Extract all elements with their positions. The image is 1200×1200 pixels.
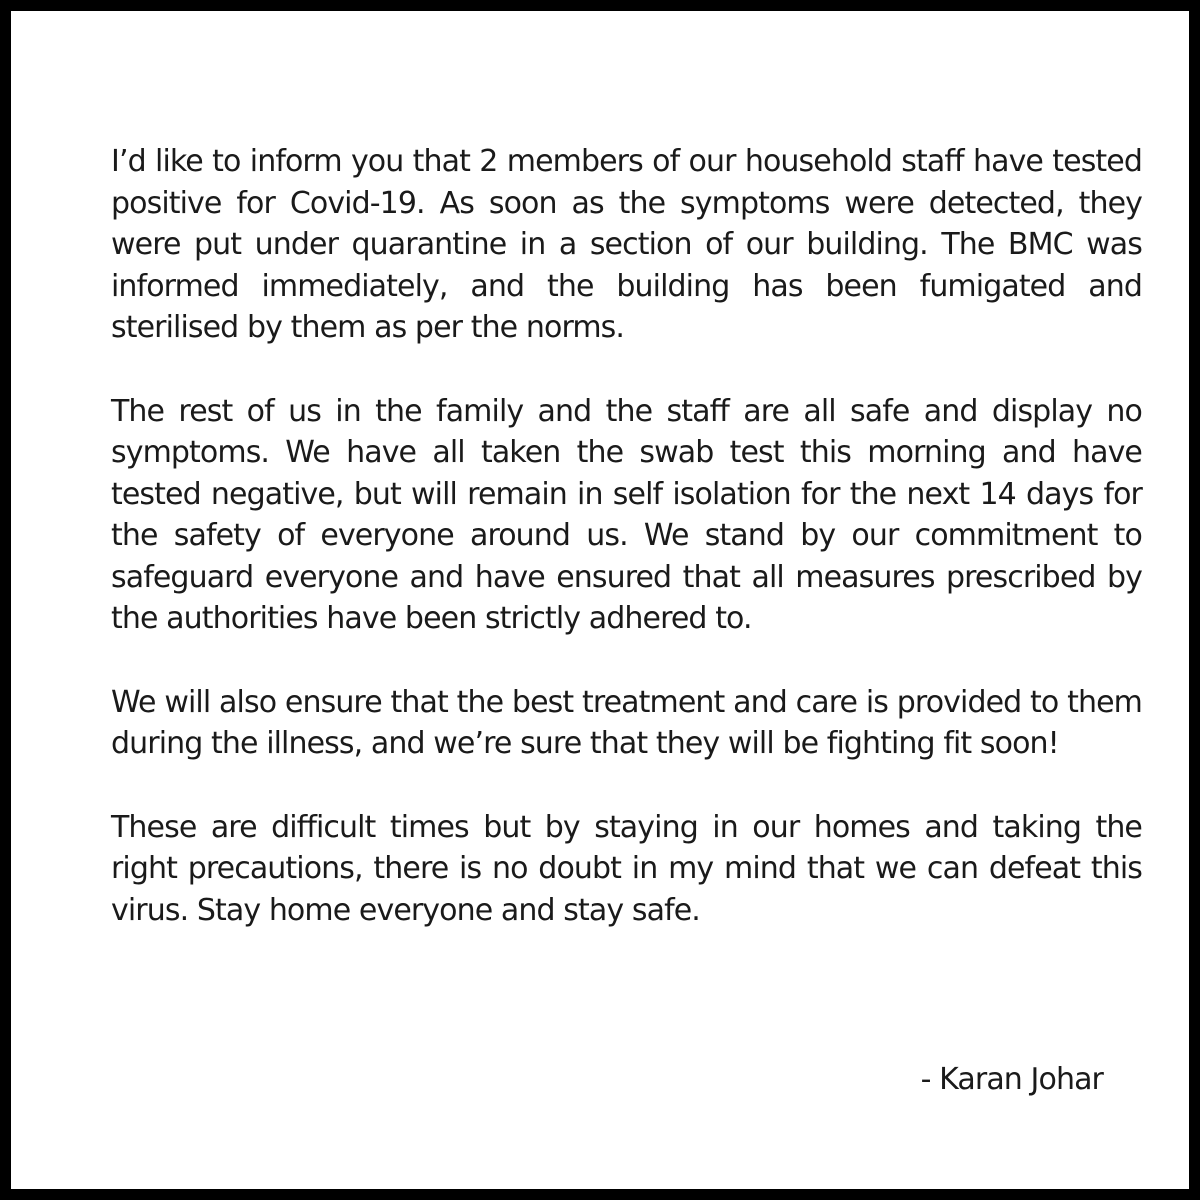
- statement-body: [111, 141, 1142, 973]
- signature: - Karan Johar: [920, 1062, 1103, 1097]
- paragraph-stay-home: These are difficult times but by staying in our homes and taking the right precautions, there is no doubt in my mind that we can defeat this virus. Stay home everyone and stay safe.: [111, 809, 1142, 928]
- paragraph-treatment-care: We will also ensure that the best treatment and care is provided to them during the illness, and we’re sure that they will be fighting fit soon!: [111, 684, 1142, 761]
- paragraph-family-safe: The rest of us in the family and the staff are all safe and display no symptoms. We have all taken the swab test this morning and have tested negative, but will remain in self isolation for the next 14 days for the safety of everyone around us. We stand by our commitment to safeguard everyone and have ensured that all measures prescribed by the authorities have been strictly adhered to.: [111, 393, 1142, 636]
- paragraph-covid-positive: I’d like to inform you that 2 members of our household staff have tested positive for Covid-19. As soon as the symptoms were detected, they were put under quarantine in a section of our building. The BMC was informed immediately, and the building has been fumigated and sterilised by them as per the norms.: [111, 144, 1142, 345]
